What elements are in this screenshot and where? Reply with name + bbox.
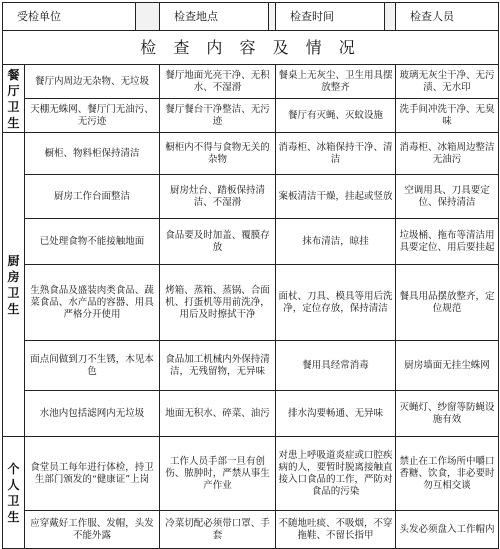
cell: 生熟食品及盛装肉类食品、蔬菜食品、水产品的容器、用具严格分开使用 [25, 265, 160, 341]
cell: 应穿戴好工作服、发帽，头发不能外露 [25, 511, 160, 549]
cell: 天棚无蛛网、餐厅门无油污、无污迹 [25, 99, 160, 133]
inspector-label: 检查人员 [396, 3, 499, 31]
cell: 餐厅有灭蝇、灭蚊设施 [276, 99, 396, 133]
header-row [3, 3, 499, 31]
cell: 禁止在工作场所中嚼口香糖、饮食，非必要时勿互相交谈 [396, 437, 499, 511]
cell: 不随地吐痰、不吸烟，不穿拖鞋、不留长指甲 [276, 511, 396, 549]
table-row [3, 437, 499, 511]
cell: 水池内包括滤网内无垃圾 [25, 391, 160, 437]
section-dining: 餐 厅 卫 生 [3, 65, 25, 133]
section-kitchen: 厨 房 卫 生 [3, 133, 25, 437]
inspection-table [2, 2, 499, 549]
cell: 已处理食物不能接触地面 [25, 219, 160, 265]
table-row [3, 175, 499, 219]
cell: 面点间做到刀不生锈，木见本色 [25, 341, 160, 391]
place-label: 检查地点 [160, 3, 269, 31]
cell: 厨房工作台面整洁 [25, 175, 160, 219]
cell: 橱柜、物料柜保持清洁 [25, 133, 160, 175]
cell: 餐厅地面光亮干净、无积水、不湿滑 [160, 65, 276, 99]
cell: 抹布清洁，晾挂 [276, 219, 396, 265]
cell: 玻璃无灰尘干净、无污渍、无水印 [396, 65, 499, 99]
cell: 消毒柜、冰箱周边整洁无油污 [396, 133, 499, 175]
cell: 餐具用品摆放整齐，定位规范 [396, 265, 499, 341]
cell: 工作人员手部一旦有创伤、脓肿时，严禁从事生产作业 [160, 437, 276, 511]
cell: 地面无积水、碎菜、油污 [160, 391, 276, 437]
cell: 橱柜内不得与食物无关的杂物 [160, 133, 276, 175]
unit-value[interactable] [136, 3, 160, 31]
cell: 餐用具经常消毒 [276, 341, 396, 391]
cell: 垃圾桶、拖布等清洁用具要定位、用后要挂起 [396, 219, 499, 265]
table-row [3, 341, 499, 391]
cell: 对患上呼吸道炎症或口腔疾病的人，要暂时脱离接触直接入口食品的工作，严防对食品的污染 [276, 437, 396, 511]
section-personal: 个 人 卫 生 [3, 437, 25, 549]
cell: 洗手间冲洗干净、无臭味 [396, 99, 499, 133]
table-row [3, 391, 499, 437]
cell: 冷菜切配必须带口罩、手套 [160, 511, 276, 549]
cell: 餐桌上无灰尘、卫生用具摆放整齐 [276, 65, 396, 99]
cell: 食品加工机械内外保持清洁，无残留物，无异味 [160, 341, 276, 391]
place-value[interactable] [269, 3, 276, 31]
cell: 头发必须盘入工作帽内 [396, 511, 499, 549]
cell: 案板清洁干燥，挂起或竖放 [276, 175, 396, 219]
time-value[interactable] [385, 3, 396, 31]
cell: 厨房灶台、踏板保持清洁、不湿滑 [160, 175, 276, 219]
cell: 排水沟要畅通、无异味 [276, 391, 396, 437]
table-row [3, 219, 499, 265]
cell: 烤箱、蒸箱、蒸锅、合面机、打蛋机等用前洗净，用后及时擦拭干净 [160, 265, 276, 341]
cell: 空调用具、刀具要定位、保持清洁 [396, 175, 499, 219]
time-label: 检查时间 [276, 3, 385, 31]
cell: 面杖、刀具、模具等用后洗净，定位存放，保持清洁 [276, 265, 396, 341]
cell: 餐厅餐台干净整洁、无污迹 [160, 99, 276, 133]
cell: 厨房墙面无挂尘蛛网 [396, 341, 499, 391]
cell: 灭蝇灯、纱窗等防蝇设施有效 [396, 391, 499, 437]
unit-label: 受检单位 [3, 3, 136, 31]
cell: 消毒柜、冰箱保持干净、清洁 [276, 133, 396, 175]
table-row [3, 99, 499, 133]
cell: 餐厅内周边无杂物、无垃圾 [25, 65, 160, 99]
table-row [3, 65, 499, 99]
table-row [3, 133, 499, 175]
table-title: 检 查 内 容 及 情 况 [3, 31, 499, 65]
cell: 食品要及时加盖、覆膜存放 [160, 219, 276, 265]
table-row [3, 265, 499, 341]
cell: 食堂员工每年进行体检，持卫生部门颁发的“健康证”上岗 [25, 437, 160, 511]
